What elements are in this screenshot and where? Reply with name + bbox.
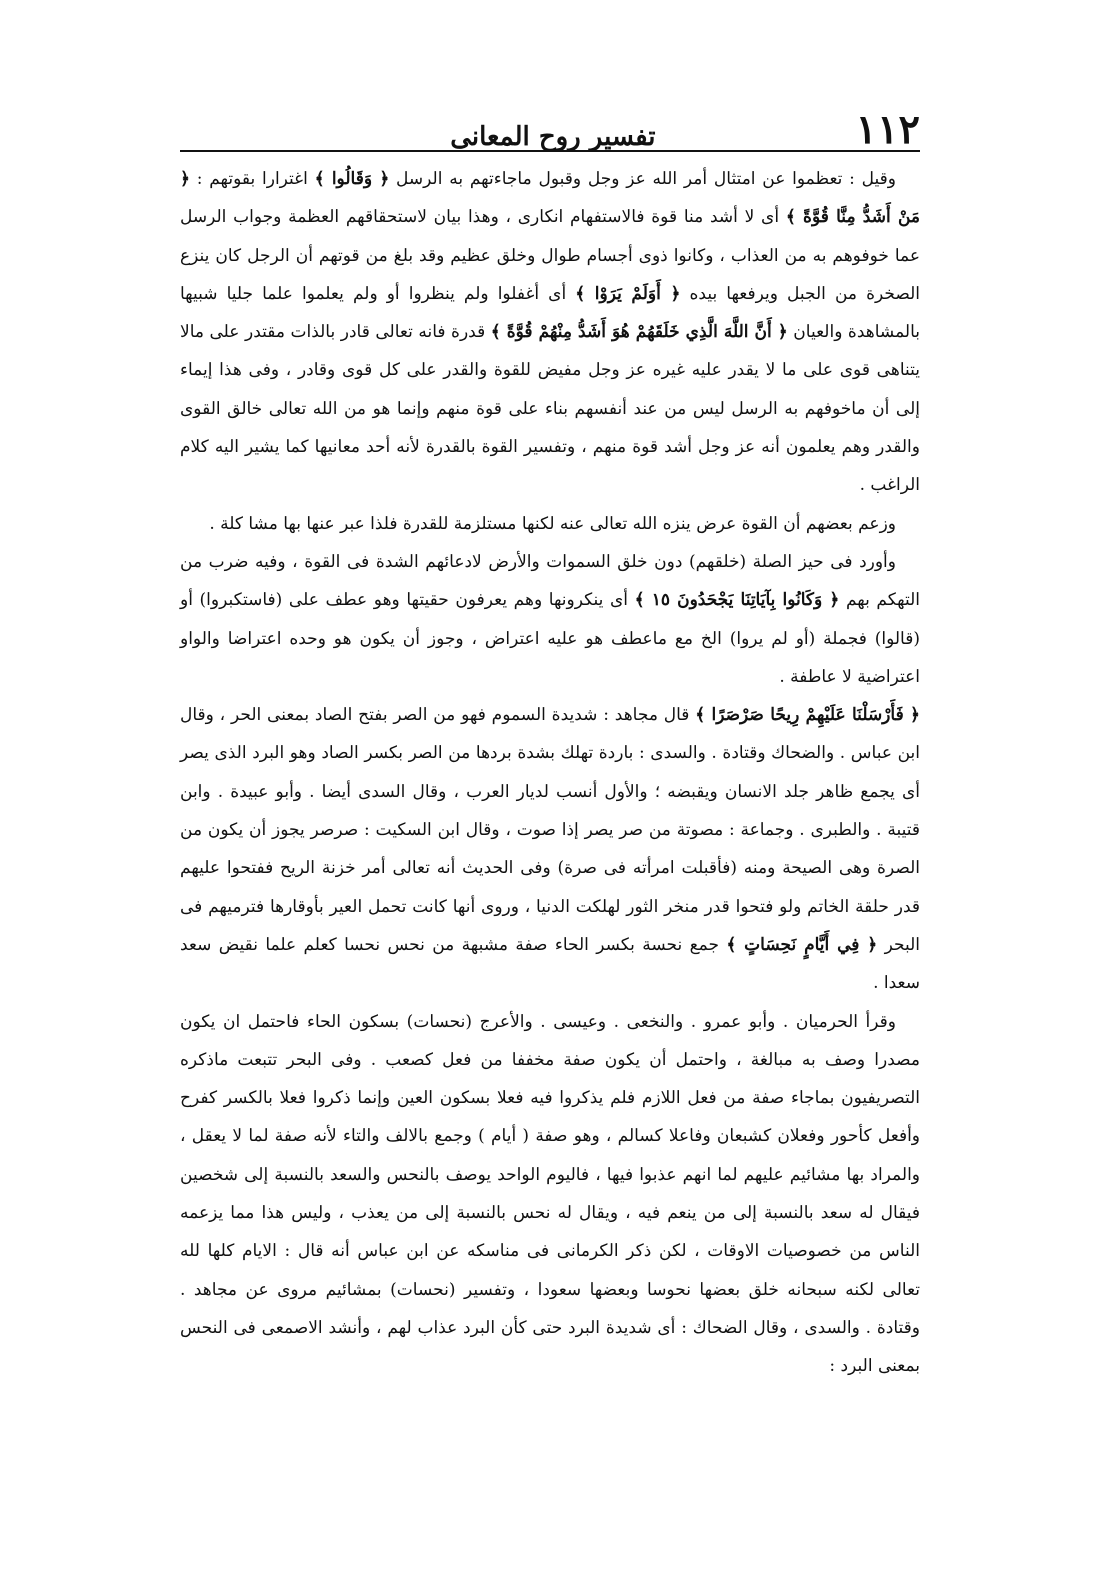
commentary-text: أى لا أشد منا قوة فالاستفهام انكارى ، وهذا بيان لاستحقاقهم العظمة وجواب الرسل عما خوفوهم به من العذاب ، وكانوا ذوى أجسام طوال وخلق عظيم وقد بلغ من قوتهم أن الرجل كان ينزع الصخرة من الجبل ويرفعها بيده [180, 207, 920, 304]
header-rule [180, 150, 920, 152]
page-body [180, 160, 920, 1386]
quran-verse: ﴿ وَقَالُوا ﴾ [314, 169, 390, 189]
paragraph [180, 505, 920, 543]
commentary-text: اغترارا بقوتهم : [189, 169, 315, 189]
page-header [180, 98, 920, 153]
quran-verse: ﴿ وَكَانُوا بِآيَاتِنَا يَجْحَدُونَ ١٥ ﴾ [634, 590, 840, 611]
commentary-text: وزعم بعضهم أن القوة عرض ينزه الله تعالى عنه لكنها مستلزمة للقدرة فلذا عبر عنها بها مشا كلة . [209, 513, 896, 534]
quran-verse: ﴿ أَوَلَمْ يَرَوْا ﴾ [575, 283, 681, 304]
quran-verse: ﴿ أَنَّ اللَّهَ الَّذِي خَلَقَهُمْ هُوَ أَشَدُّ مِنْهُمْ قُوَّةً ﴾ [490, 322, 788, 343]
quran-verse: ﴿ فَأَرْسَلْنَا عَلَيْهِمْ رِيحًا صَرْصَرًا ﴾ [695, 705, 920, 726]
commentary-text: قدرة فانه تعالى قادر بالذات مقتدر على مالا يتناهى قوى على ما لا يقدر عليه غيره عز وجل مفيض للقوة والقدر على كل قوى وقادر ، وفى هذا إيماء إلى أن ماخوفهم به الرسل ليس من عند أنفسهم بناء على قوة منهم وإنما هو من الله تعالى خالق القوى والقدر وهم يعلمون أنه عز وجل أشد قوة منهم ، وتفسير القوة بالقدرة لأنه أحد معانيها كما يشير اليه كلام الراغب . [180, 322, 920, 496]
paragraph [180, 696, 920, 1002]
paragraph [180, 543, 920, 696]
commentary-text: قال مجاهد : شديدة السموم فهو من الصر بفتح الصاد بمعنى الحر ، وقال ابن عباس . والضحاك وقتادة . والسدى : باردة تهلك بشدة بردها من الصر بكسر الصاد وهو البرد الذى يصر أى يجمع ظاهر جلد الانسان ويقبضه ؛ والأول أنسب لديار العرب ، وقال السدى أيضا . وأبو عبيدة . وابن قتيبة . والطبرى . وجماعة : مصوتة من صر يصر إذا صوت ، وقال ابن السكيت : صرصر يجوز أن يكون من الصرة وهى الصيحة ومنه (فأقبلت امرأته فى صرة) وفى الحديث أنه تعالى أمر خزنة الريح ففتحوا عليهم قدر حلقة الخاتم ولو فتحوا قدر منخر الثور لهلكت الدنيا ، وروى أنها كانت تحمل العير بأوقارها فترميهم فى البحر [180, 705, 921, 955]
commentary-text: أى ينكرونها وهم يعرفون حقيتها وهو عطف على (فاستكبروا) أو (قالوا) فجملة (أو لم يروا) الخ مع ماعطف هو عليه اعتراض ، وجوز أن يكون هو وحده اعتراضا والواو اعتراضية لا عاطفة . [180, 590, 920, 687]
commentary-text: وقرأ الحرميان . وأبو عمرو . والنخعى . وعيسى . والأعرج (نحسات) بسكون الحاء فاحتمل ان يكون مصدرا وصف به مبالغة ، واحتمل أن يكون صفة مخففا من فعل كصعب . وفى البحر تتبعت ماذكره التصريفيون بماجاء صفة من فعل اللازم فلم يذكروا فيه فعلا بسكون العين وإنما ذكروا فعلا بالكسر كفرح وأفعل كأحور وفعلان كشبعان وفاعلا كسالم ، وهو صفة ( أيام ) وجمع بالالف والتاء لأنه صفة لما لا يعقل ، والمراد بها مشائيم عليهم لما انهم عذبوا فيها ، فاليوم الواحد يوصف بالنحس والسعد بالنسبة إلى شخصين فيقال له سعد بالنسبة إلى من ينعم فيه ، ويقال له نحس بالنسبة إلى من يعذب ، وليس هذا مما يزعمه الناس من خصوصيات الاوقات ، لكن ذكر الكرمانى فى مناسكه عن ابن عباس أنه قال : الايام كلها لله تعالى لكنه سبحانه خلق بعضها نحوسا وبعضها سعودا ، وتفسير (نحسات) بمشائيم مروى عن مجاهد . وقتادة . والسدى ، وقال الضحاك : أى شديدة البرد حتى كأن البرد عذاب لهم ، وأنشد الاصمعى فى النحس بمعنى البرد : [180, 1011, 920, 1377]
quran-verse: ﴿ فِي أَيَّامٍ نَحِسَاتٍ ﴾ [726, 934, 878, 955]
page-number: ١١٢ [855, 106, 920, 153]
commentary-text: جمع نحسة بكسر الحاء صفة مشبهة من نحس نحسا كعلم علما نقيض سعد سعدا . [180, 934, 920, 994]
paragraph [180, 1003, 920, 1386]
commentary-text: أى أغفلوا ولم ينظروا أو ولم يعلموا علما جليا شبيها بالمشاهدة والعيان [180, 283, 920, 343]
commentary-text: وأورد فى حيز الصلة (خلقهم) دون خلق السموات والأرض لادعائهم الشدة فى القوة ، وفيه ضرب من التهكم بهم [180, 551, 921, 611]
paragraph [180, 160, 920, 505]
running-title: تفسير روح المعانى [450, 122, 656, 152]
quran-verse: ﴿ مَنْ أَشَدُّ مِنَّا قُوَّةً ﴾ [180, 169, 920, 228]
commentary-text: وقيل : تعظموا عن امتثال أمر الله عز وجل وقبول ماجاءتهم به الرسل [389, 169, 896, 189]
